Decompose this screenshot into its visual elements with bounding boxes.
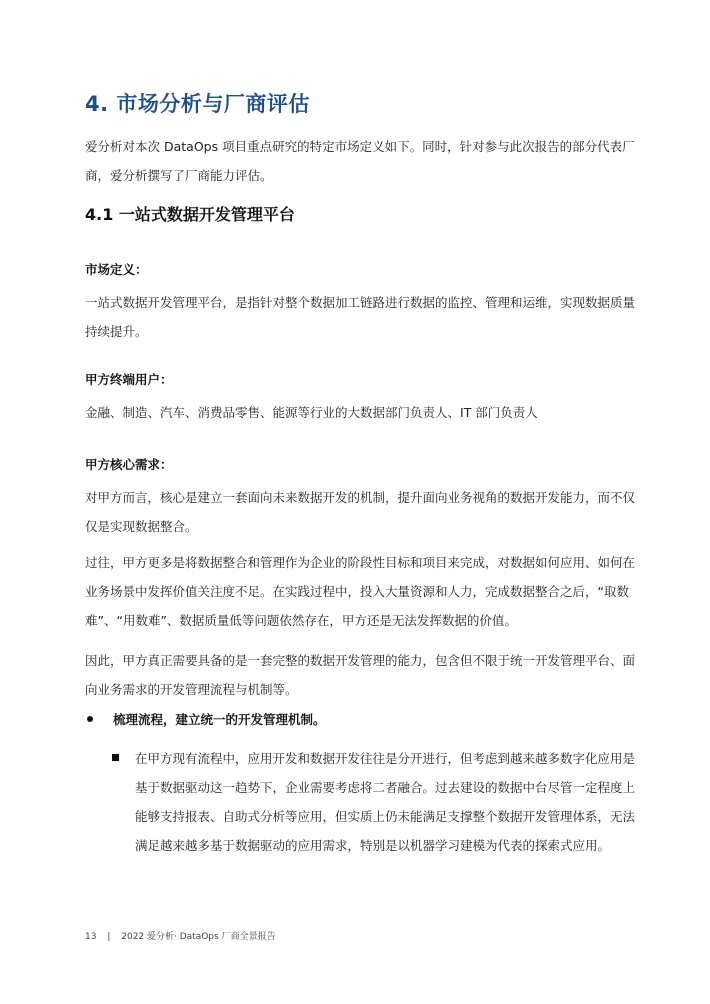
- core-needs-paragraph-2: 过往，甲方更多是将数据整合和管理作为企业的阶段性目标和项目来完成，对数据如何应用、如何在业务场景中发挥价值关注度不足。在实践过程中，投入大量资源和人力，完成数据整合之后，“取数难”、“用数难”、数据质量低等问题依然存在，甲方还是无法发挥数据的价值。: [85, 555, 636, 628]
- end-users-text: 金融、制造、汽车、消费品零售、能源等行业的大数据部门负责人、IT 部门负责人: [85, 405, 538, 420]
- sub-bullet-text: 在甲方现有流程中，应用开发和数据开发往往是分开进行，但考虑到越来越多数字化应用是基于数据驱动这一趋势下，企业需要考虑将二者融合。过去建设的数据中台尽管一定程度上能够支持报表、自助式分析等应用，但实质上仍未能满足支撑整个数据开发管理体系，无法满足越来越多基于数据驱动的应用需求，特别是以机器学习建模为代表的探索式应用。: [135, 751, 636, 853]
- core-needs-label: 甲方核心需求：: [85, 457, 173, 472]
- core-needs-paragraph-1: 对甲方而言，核心是建立一套面向未来数据开发的机制，提升面向业务视角的数据开发能力，而不仅仅是实现数据整合。: [85, 490, 636, 534]
- subsection-heading: 4.1 一站式数据开发管理平台: [85, 205, 295, 224]
- page-footer: [85, 929, 284, 942]
- square-bullet-icon: [112, 754, 119, 761]
- section-heading: 4. 市场分析与厂商评估: [85, 92, 310, 116]
- bullet-dot-icon: [87, 716, 93, 722]
- footer-separator: |: [107, 932, 111, 942]
- market-definition-label: 市场定义：: [85, 262, 148, 277]
- market-definition-text: 一站式数据开发管理平台，是指针对整个数据加工链路进行数据的监控、管理和运维，实现数据质量持续提升。: [85, 295, 636, 339]
- end-users-label: 甲方终端用户：: [85, 372, 173, 387]
- page-number: 13: [85, 932, 97, 942]
- bullet-heading: 梳理流程，建立统一的开发管理机制。: [113, 712, 326, 727]
- footer-report-title: 2022 爱分析· DataOps 厂商全景报告: [121, 932, 276, 942]
- intro-paragraph: 爱分析对本次 DataOps 项目重点研究的特定市场定义如下。同时，针对参与此次报告的部分代表厂商，爱分析撰写了厂商能力评估。: [85, 139, 635, 183]
- bullet-item: [85, 710, 326, 728]
- core-needs-paragraph-3: 因此，甲方真正需要具备的是一套完整的数据开发管理的能力，包含但不限于统一开发管理平台、面向业务需求的开发管理流程与机制等。: [85, 653, 636, 697]
